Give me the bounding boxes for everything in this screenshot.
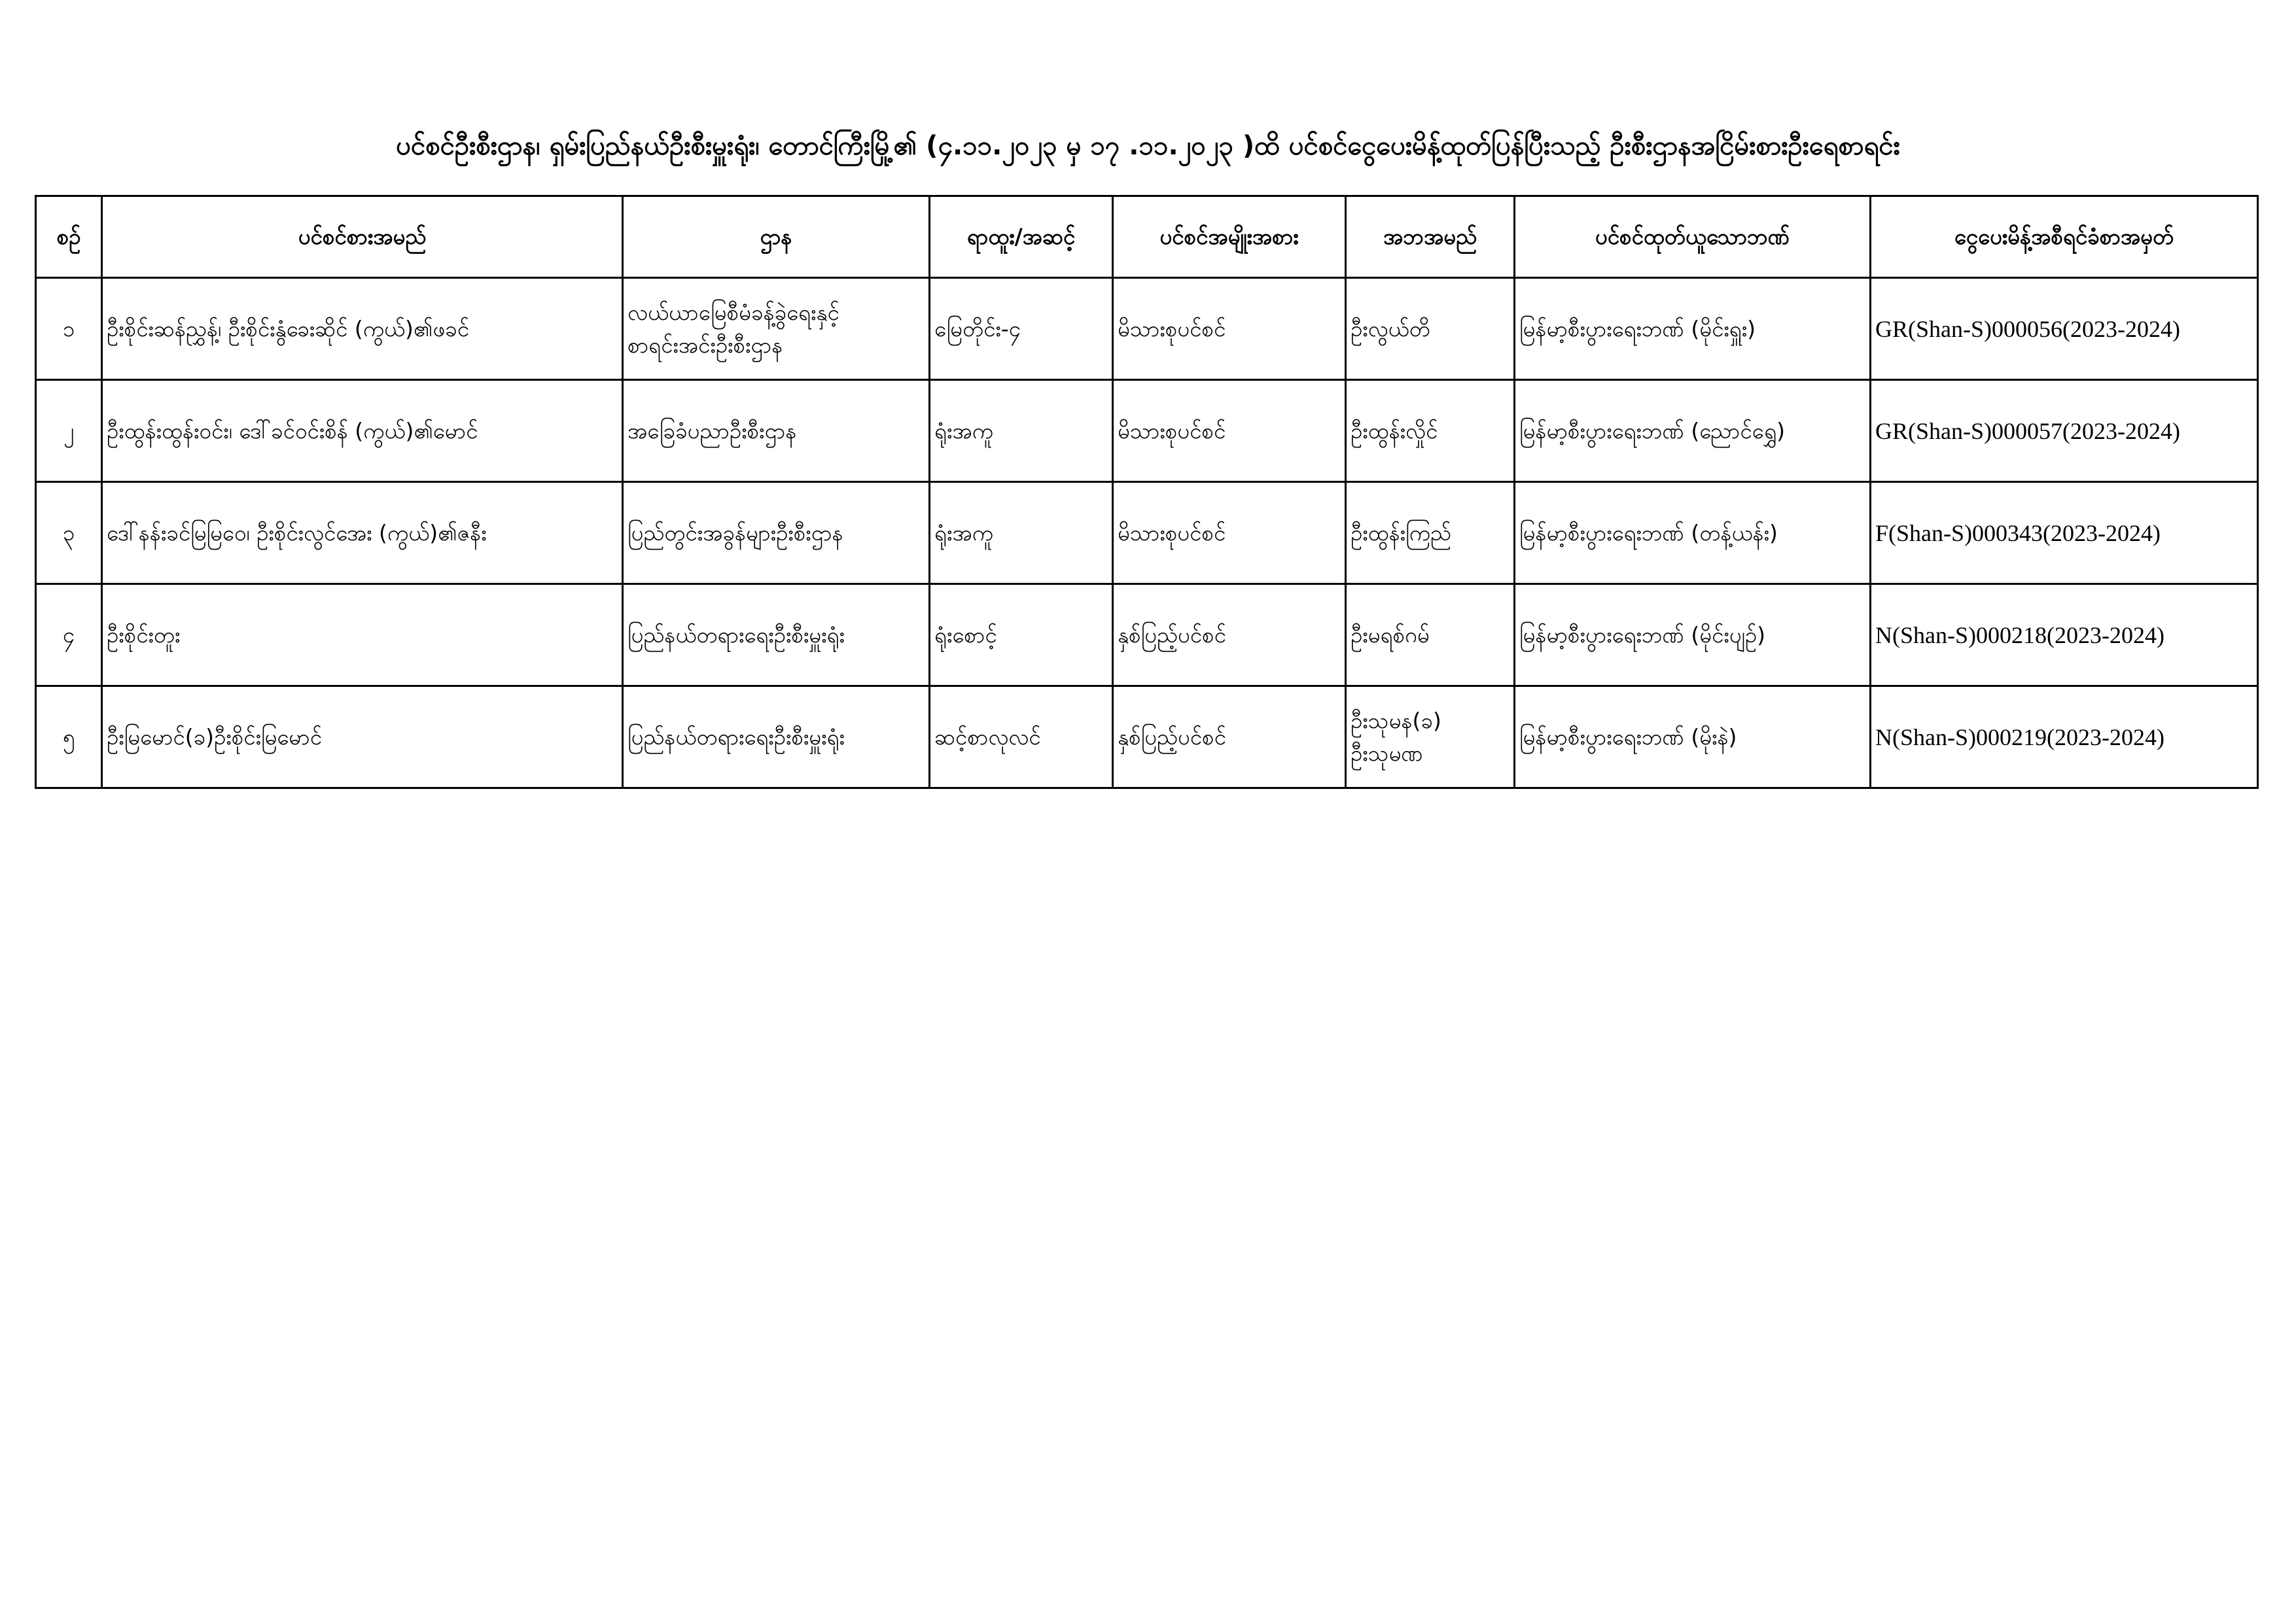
cell-pension-type: မိသားစုပင်စင်	[1113, 482, 1346, 584]
cell-rank: ရုံးစောင့်	[930, 584, 1113, 686]
cell-department-line: ပြည်နယ်တရားရေးဦးစီးမှူးရုံး	[627, 724, 845, 750]
cell-bank: မြန်မာ့စီးပွားရေးဘဏ် (ညောင်ရွှေ)	[1515, 380, 1871, 482]
cell-department-line: ပြည်နယ်တရားရေးဦးစီးမှူးရုံး	[627, 621, 845, 648]
cell-pension-type: မိသားစုပင်စင်	[1113, 278, 1346, 380]
header-bank: ပင်စင်ထုတ်ယူသောဘဏ်	[1515, 196, 1871, 278]
table-row	[36, 278, 2258, 380]
header-father-name: အဘအမည်	[1346, 196, 1515, 278]
document-title: ပင်စင်ဦးစီးဌာန၊ ရှမ်းပြည်နယ်ဦးစီးမှူးရုံး၊ တောင်ကြီးမြို့၏ (၄.၁၁.၂၀၂၃ မှ ၁၇ .၁၁.၂၀၂၃ )ထိ ပင်စင်ငွေပေးမိန့်ထုတ်ပြန်ပြီးသည့် ဦးစီးဌာနအငြိမ်းစားဦးရေစာရင်း	[396, 131, 1900, 161]
cell-fund-number: N(Shan-S)000218(2023-2024)	[1871, 584, 2258, 686]
cell-father-line: ဦးထွန်းလှိုင်	[1351, 417, 1438, 444]
cell-department	[623, 278, 930, 380]
cell-name: ဦးထွန်းထွန်းဝင်း၊ ဒေါ်ခင်ဝင်းစိန် (ကွယ်)၏မောင်	[102, 380, 623, 482]
cell-department	[623, 686, 930, 788]
cell-name: ဒေါ်နန်းခင်မြမြဝေ၊ ဦးစိုင်းလွင်အေး (ကွယ်)၏ဇနီး	[102, 482, 623, 584]
header-no: စဉ်	[36, 196, 102, 278]
cell-name: ဦးစိုင်းဆန်ညွှန့်၊ ဦးစိုင်းနွံခေးဆိုင် (ကွယ်)၏ဖခင်	[102, 278, 623, 380]
cell-rank: မြေတိုင်း-၄	[930, 278, 1113, 380]
cell-father-name	[1346, 482, 1515, 584]
cell-father-line: ဦးထွန်းကြည်	[1351, 519, 1451, 546]
cell-no: ၂	[36, 380, 102, 482]
header-fund-number: ငွေပေးမိန့်အစီရင်ခံစာအမှတ်	[1871, 196, 2258, 278]
cell-fund-number: GR(Shan-S)000056(2023-2024)	[1871, 278, 2258, 380]
table-row	[36, 482, 2258, 584]
cell-pension-type: မိသားစုပင်စင်	[1113, 380, 1346, 482]
header-rank: ရာထူး/အဆင့်	[930, 196, 1113, 278]
cell-father-name	[1346, 380, 1515, 482]
cell-bank: မြန်မာ့စီးပွားရေးဘဏ် (မိုင်းရှူး)	[1515, 278, 1871, 380]
cell-department	[623, 482, 930, 584]
cell-department-line: အခြေခံပညာဦးစီးဌာန	[627, 417, 797, 444]
cell-bank: မြန်မာ့စီးပွားရေးဘဏ် (တန့်ယန်း)	[1515, 482, 1871, 584]
cell-fund-number: GR(Shan-S)000057(2023-2024)	[1871, 380, 2258, 482]
cell-father-line: ဦးသုမဏ	[1351, 740, 1423, 766]
header-department: ဌာန	[623, 196, 930, 278]
pensioner-table	[35, 195, 2259, 789]
cell-bank: မြန်မာ့စီးပွားရေးဘဏ် (မိုးနဲ)	[1515, 686, 1871, 788]
cell-department-line: စာရင်းအင်းဦးစီးဌာန	[627, 332, 783, 358]
cell-department-line: ပြည်တွင်းအခွန်များဦးစီးဌာန	[627, 519, 843, 546]
header-pension-type: ပင်စင်အမျိုးအစား	[1113, 196, 1346, 278]
cell-no: ၃	[36, 482, 102, 584]
cell-no: ၁	[36, 278, 102, 380]
cell-rank: ရုံးအကူ	[930, 482, 1113, 584]
table-row	[36, 584, 2258, 686]
table-row	[36, 380, 2258, 482]
cell-fund-number: N(Shan-S)000219(2023-2024)	[1871, 686, 2258, 788]
cell-father-line: ဦးလွယ်တိ	[1351, 315, 1430, 341]
cell-pension-type: နှစ်ပြည့်ပင်စင်	[1113, 686, 1346, 788]
cell-father-name	[1346, 686, 1515, 788]
cell-father-name	[1346, 278, 1515, 380]
cell-name: ဦးမြမောင်(ခ)ဦးစိုင်းမြမောင်	[102, 686, 623, 788]
cell-no: ၄	[36, 584, 102, 686]
cell-father-name	[1346, 584, 1515, 686]
cell-rank: ဆင့်စာလုလင်	[930, 686, 1113, 788]
cell-pension-type: နှစ်ပြည့်ပင်စင်	[1113, 584, 1346, 686]
cell-department-line: လယ်ယာမြေစီမံခန့်ခွဲရေးနှင့်	[627, 299, 839, 325]
table-header-row	[36, 196, 2258, 278]
cell-fund-number: F(Shan-S)000343(2023-2024)	[1871, 482, 2258, 584]
cell-name: ဦးစိုင်းတူး	[102, 584, 623, 686]
cell-department	[623, 584, 930, 686]
cell-father-line: ဦးမရစ်ဂမ်	[1351, 621, 1430, 648]
cell-no: ၅	[36, 686, 102, 788]
header-name: ပင်စင်စားအမည်	[102, 196, 623, 278]
cell-department	[623, 380, 930, 482]
table-row	[36, 686, 2258, 788]
cell-rank: ရုံးအကူ	[930, 380, 1113, 482]
cell-bank: မြန်မာ့စီးပွားရေးဘဏ် (မိုင်းပျဉ်)	[1515, 584, 1871, 686]
cell-father-line: ဦးသုမန(ခ)	[1351, 707, 1441, 733]
